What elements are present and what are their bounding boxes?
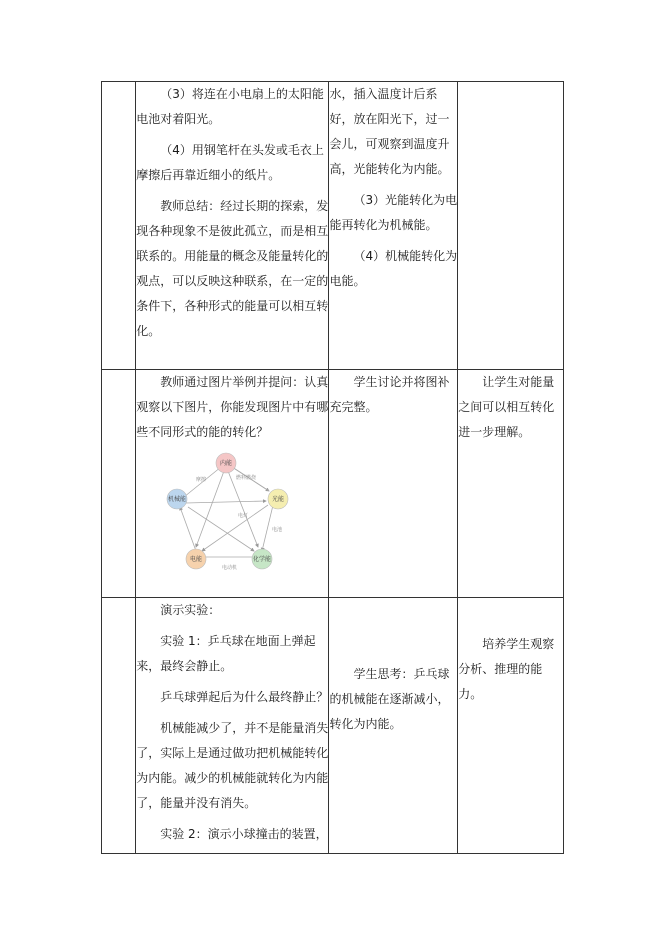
activity-paragraph: 演示实验： — [160, 603, 221, 617]
arrow — [180, 507, 196, 551]
activity-paragraph: （3）将连在小电扇上的太阳能电池对着阳光。 — [136, 87, 324, 126]
edge-label: 摩擦 — [196, 477, 207, 483]
arrow — [186, 501, 266, 503]
design-intent-cell — [458, 598, 564, 854]
section-cell — [102, 598, 136, 854]
activity-paragraph: 机械能减少了，并不是能量消失了，实际上是通过做功把机械能转化为内能。减少的机械能就转化为内能了，能量并没有消失。 — [136, 721, 329, 810]
edge-label: 电动机 — [222, 565, 238, 571]
section-cell — [102, 82, 136, 370]
edge-label: 燃料燃烧 — [236, 475, 257, 481]
student-activity-cell — [329, 598, 458, 854]
node-mechanical-energy — [167, 489, 187, 509]
teacher-activity-cell — [136, 598, 329, 854]
activity-paragraph: 教师通过图片举例并提问：认真观察以下图片，你能发现图片中有哪些不同形式的能的转化？ — [136, 375, 329, 439]
node-chemical-energy — [252, 549, 272, 569]
activity-paragraph: 教师总结：经过长期的探索，发现各种现象不是彼此孤立，而是相互联系的。用能量的概念及能量转化的观点，可以反映这种联系，在一定的条件下，各种形式的能量可以相互转化。 — [136, 199, 329, 338]
node-label: 电能 — [190, 556, 203, 563]
intent-paragraph: 培养学生观察分析、推理的能力。 — [458, 637, 555, 701]
node-label: 化学能 — [253, 556, 272, 563]
activity-paragraph: 实验 2：演示小球撞击的装置， — [160, 827, 328, 841]
student-activity-cell — [329, 370, 458, 598]
node-light-energy — [268, 489, 288, 509]
edge-label: 电灯 — [238, 513, 249, 519]
arrow — [202, 505, 268, 551]
energy-conversion-diagram — [166, 451, 296, 577]
section-cell — [102, 370, 136, 598]
node-label: 内能 — [220, 460, 233, 467]
design-intent-cell — [458, 82, 564, 370]
student-paragraph: （3）光能转化为电能再转化为机械能。 — [329, 193, 458, 232]
activity-paragraph: 乒乓球弹起后为什么最终静止？ — [160, 690, 329, 704]
student-activity-cell — [329, 82, 458, 370]
arrow — [262, 501, 274, 551]
student-paragraph: （4）机械能转化为电能。 — [329, 249, 458, 288]
teacher-activity-cell — [136, 370, 329, 598]
node-label: 机械能 — [168, 496, 187, 503]
student-paragraph: 水，插入温度计后系好，放在阳光下，过一会儿，可观察到温度升高，光能转化为内能。 — [329, 87, 450, 176]
node-label: 光能 — [272, 496, 285, 503]
teacher-activity-cell — [136, 82, 329, 370]
conversion-arrows — [180, 465, 274, 557]
design-intent-cell — [458, 370, 564, 598]
table-row — [102, 82, 564, 370]
arrow — [228, 471, 258, 547]
edge-label: 电池 — [272, 527, 283, 533]
activity-paragraph: （4）用钢笔杆在头发或毛衣上摩擦后再靠近细小的纸片。 — [136, 143, 324, 182]
node-internal-energy — [216, 453, 236, 473]
table-row — [102, 370, 564, 598]
node-electric-energy — [186, 549, 206, 569]
student-paragraph: 学生思考：乒乓球的机械能在逐渐减小，转化为内能。 — [329, 667, 450, 731]
student-paragraph: 学生讨论并将图补充完整。 — [329, 375, 450, 414]
table-row — [102, 598, 564, 854]
activity-paragraph: 实验 1：乒乓球在地面上弹起来，最终会静止。 — [136, 634, 316, 673]
lesson-plan-table — [101, 81, 564, 854]
intent-paragraph: 让学生对能量之间可以相互转化进一步理解。 — [458, 375, 555, 439]
